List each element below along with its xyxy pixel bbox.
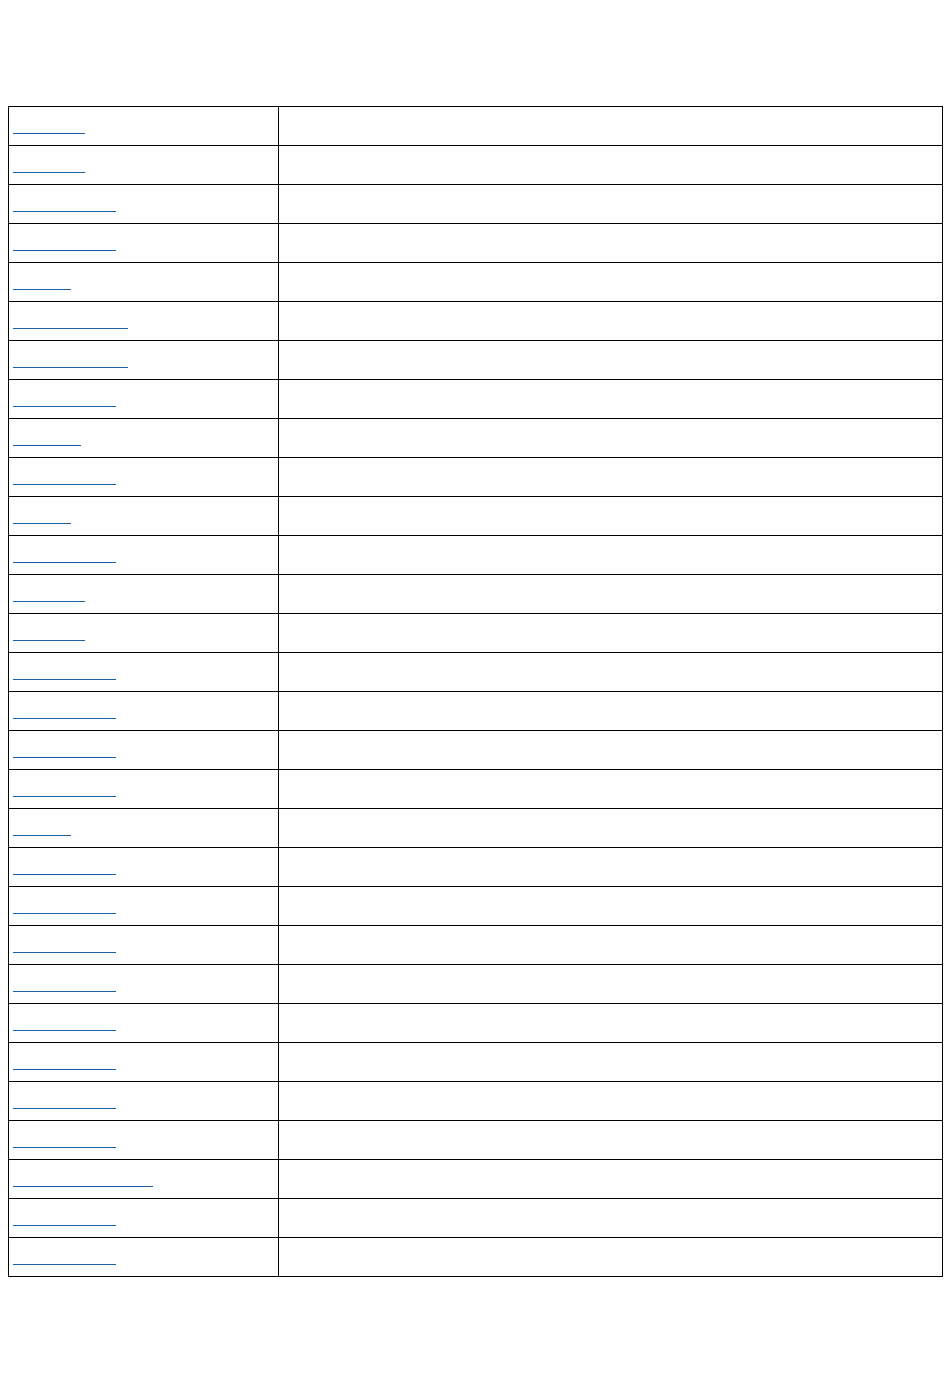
link-cell <box>9 692 279 731</box>
row-link[interactable] <box>13 835 71 836</box>
value-cell <box>279 380 943 419</box>
row-link[interactable] <box>13 172 85 173</box>
row-link[interactable] <box>13 133 85 134</box>
row-link[interactable] <box>13 1108 116 1109</box>
value-cell <box>279 731 943 770</box>
table-row <box>9 1121 943 1160</box>
table-row <box>9 887 943 926</box>
row-link[interactable] <box>13 1069 116 1070</box>
value-cell <box>279 653 943 692</box>
table-row <box>9 965 943 1004</box>
value-cell <box>279 302 943 341</box>
value-cell <box>279 146 943 185</box>
row-link[interactable] <box>13 1225 116 1226</box>
link-cell <box>9 1238 279 1277</box>
table-row <box>9 731 943 770</box>
value-cell <box>279 1238 943 1277</box>
value-cell <box>279 419 943 458</box>
table-row <box>9 1043 943 1082</box>
table-row <box>9 380 943 419</box>
row-link[interactable] <box>13 445 81 446</box>
link-cell <box>9 263 279 302</box>
row-link[interactable] <box>13 1030 116 1031</box>
value-cell <box>279 1199 943 1238</box>
table-row <box>9 809 943 848</box>
table-row <box>9 497 943 536</box>
row-link[interactable] <box>13 1186 153 1187</box>
value-cell <box>279 887 943 926</box>
link-cell <box>9 926 279 965</box>
table-row <box>9 848 943 887</box>
value-cell <box>279 1004 943 1043</box>
table-row <box>9 1082 943 1121</box>
link-cell <box>9 1043 279 1082</box>
row-link[interactable] <box>13 1264 116 1265</box>
row-link[interactable] <box>13 679 116 680</box>
link-cell <box>9 731 279 770</box>
value-cell <box>279 965 943 1004</box>
row-link[interactable] <box>13 757 116 758</box>
link-cell <box>9 146 279 185</box>
link-cell <box>9 614 279 653</box>
table-row <box>9 575 943 614</box>
table-row <box>9 926 943 965</box>
value-cell <box>279 614 943 653</box>
row-link[interactable] <box>13 367 128 368</box>
link-cell <box>9 848 279 887</box>
value-cell <box>279 1160 943 1199</box>
table-row <box>9 1199 943 1238</box>
link-cell <box>9 185 279 224</box>
row-link[interactable] <box>13 406 116 407</box>
row-link[interactable] <box>13 913 116 914</box>
value-cell <box>279 224 943 263</box>
table-row <box>9 1238 943 1277</box>
link-cell <box>9 887 279 926</box>
link-cell <box>9 497 279 536</box>
link-cell <box>9 458 279 497</box>
link-cell <box>9 809 279 848</box>
table-row <box>9 1160 943 1199</box>
link-cell <box>9 1082 279 1121</box>
row-link[interactable] <box>13 952 116 953</box>
table-row <box>9 692 943 731</box>
table-row <box>9 1004 943 1043</box>
link-cell <box>9 653 279 692</box>
table-row <box>9 458 943 497</box>
value-cell <box>279 1043 943 1082</box>
row-link[interactable] <box>13 562 116 563</box>
value-cell <box>279 809 943 848</box>
value-cell <box>279 770 943 809</box>
value-cell <box>279 692 943 731</box>
table-row <box>9 653 943 692</box>
table-row <box>9 107 943 146</box>
link-cell <box>9 536 279 575</box>
row-link[interactable] <box>13 796 116 797</box>
link-cell <box>9 107 279 146</box>
table-row <box>9 770 943 809</box>
row-link[interactable] <box>13 1147 116 1148</box>
table-row <box>9 536 943 575</box>
table-row <box>9 146 943 185</box>
link-cell <box>9 1160 279 1199</box>
link-cell <box>9 965 279 1004</box>
value-cell <box>279 107 943 146</box>
table-row <box>9 419 943 458</box>
link-cell <box>9 1199 279 1238</box>
row-link[interactable] <box>13 718 116 719</box>
link-cell <box>9 1004 279 1043</box>
value-cell <box>279 926 943 965</box>
row-link[interactable] <box>13 601 85 602</box>
table-row <box>9 185 943 224</box>
link-cell <box>9 419 279 458</box>
link-cell <box>9 341 279 380</box>
value-cell <box>279 536 943 575</box>
link-cell <box>9 380 279 419</box>
value-cell <box>279 1121 943 1160</box>
link-cell <box>9 224 279 263</box>
value-cell <box>279 848 943 887</box>
link-table <box>8 106 943 1277</box>
link-cell <box>9 770 279 809</box>
row-link[interactable] <box>13 523 71 524</box>
row-link[interactable] <box>13 640 85 641</box>
row-link[interactable] <box>13 211 116 212</box>
row-link[interactable] <box>13 328 128 329</box>
row-link[interactable] <box>13 874 116 875</box>
value-cell <box>279 263 943 302</box>
table-row <box>9 614 943 653</box>
row-link[interactable] <box>13 250 116 251</box>
row-link[interactable] <box>13 484 116 485</box>
value-cell <box>279 1082 943 1121</box>
value-cell <box>279 341 943 380</box>
value-cell <box>279 575 943 614</box>
table-row <box>9 302 943 341</box>
value-cell <box>279 185 943 224</box>
table-row <box>9 224 943 263</box>
row-link[interactable] <box>13 289 71 290</box>
row-link[interactable] <box>13 991 116 992</box>
table-body <box>9 107 943 1277</box>
value-cell <box>279 497 943 536</box>
table-row <box>9 263 943 302</box>
link-cell <box>9 302 279 341</box>
value-cell <box>279 458 943 497</box>
link-cell <box>9 1121 279 1160</box>
table-row <box>9 341 943 380</box>
link-cell <box>9 575 279 614</box>
